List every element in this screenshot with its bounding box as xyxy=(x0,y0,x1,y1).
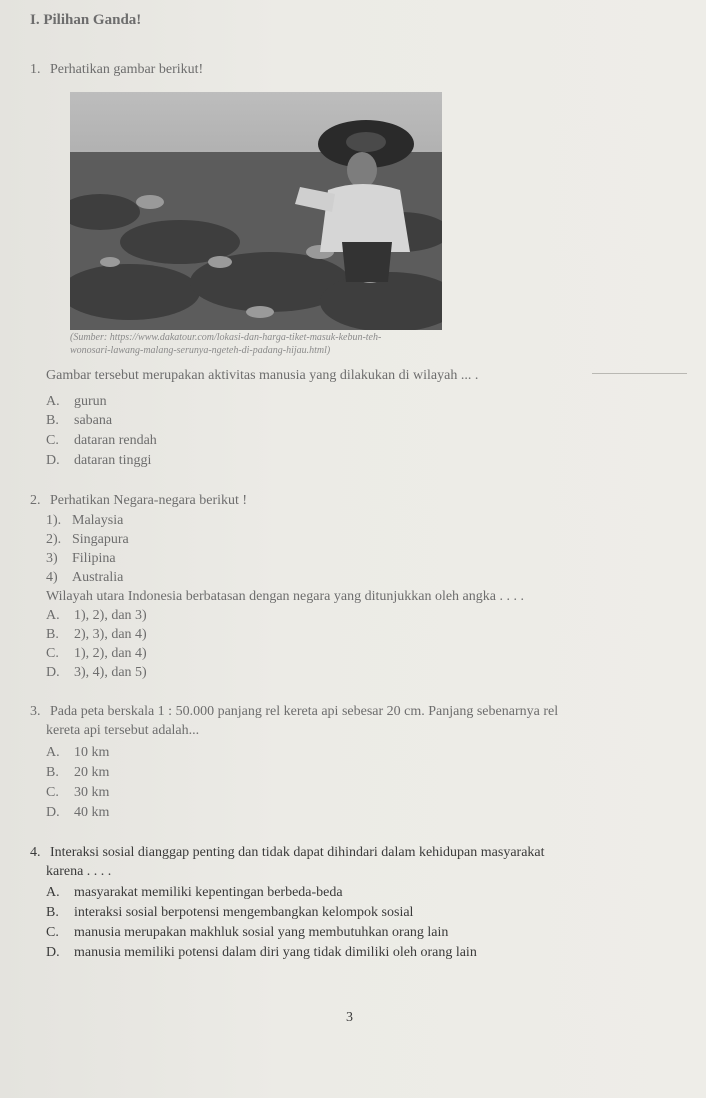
q3-option-c-letter: C. xyxy=(46,785,59,800)
q1-option-a-text: gurun xyxy=(74,394,107,409)
q2-option-a-letter: A. xyxy=(46,608,60,623)
q4-question-line1: Interaksi sosial dianggap penting dan tidak dapat dihindari dalam kehidupan masyarakat xyxy=(50,845,545,860)
photo-caption-line2: wonosari-lawang-malang-serunya-ngeteh-di-padang-hijau.html) xyxy=(70,345,331,356)
q4-option-c-letter: C. xyxy=(46,925,59,940)
q2-country-3-name: Filipina xyxy=(72,551,116,566)
q3-option-a-text: 10 km xyxy=(74,745,110,760)
q2-country-1-name: Malaysia xyxy=(72,513,124,528)
q4-option-c-text: manusia merupakan makhluk sosial yang membutuhkan orang lain xyxy=(74,925,449,940)
q1-option-b-text: sabana xyxy=(74,413,113,428)
q1-question: Gambar tersebut merupakan aktivitas manusia yang dilakukan di wilayah ... . xyxy=(46,368,479,383)
q1-option-d-letter: D. xyxy=(46,453,60,468)
q2-option-d-letter: D. xyxy=(46,665,60,680)
q3-option-d-text: 40 km xyxy=(74,805,110,820)
q4-option-b-text: interaksi sosial berpotensi mengembangkan kelompok sosial xyxy=(74,905,414,920)
q1-option-c-letter: C. xyxy=(46,433,59,448)
q2-country-1-num: 1). xyxy=(46,513,62,528)
q2-country-4-num: 4) xyxy=(46,570,58,585)
q1-option-d-text: dataran tinggi xyxy=(74,453,152,468)
q4-question-line2: karena . . . . xyxy=(46,864,112,879)
q2-question: Wilayah utara Indonesia berbatasan dengan negara yang ditunjukkan oleh angka . . . . xyxy=(46,589,524,604)
photo-illustration xyxy=(70,92,442,330)
tea-plantation-photo xyxy=(70,92,442,330)
q3-option-b-text: 20 km xyxy=(74,765,110,780)
q2-number: 2. xyxy=(30,493,41,508)
q4-option-d-text: manusia memiliki potensi dalam diri yang tidak dimiliki oleh orang lain xyxy=(74,945,477,960)
q3-option-b-letter: B. xyxy=(46,765,59,780)
divider-line xyxy=(592,373,687,374)
q1-option-a-letter: A. xyxy=(46,394,60,409)
section-title: I. Pilihan Ganda! xyxy=(30,12,142,28)
q3-question-line2: kereta api tersebut adalah... xyxy=(46,723,200,738)
q4-option-d-letter: D. xyxy=(46,945,60,960)
q2-prompt: Perhatikan Negara-negara berikut ! xyxy=(50,493,248,508)
q3-option-a-letter: A. xyxy=(46,745,60,760)
q1-option-c-text: dataran rendah xyxy=(74,433,157,448)
q3-question-line1: Pada peta berskala 1 : 50.000 panjang rel kereta api sebesar 20 cm. Panjang sebenarnya rel xyxy=(50,704,559,719)
q1-prompt: Perhatikan gambar berikut! xyxy=(50,62,204,77)
photo-caption-line1: (Sumber: https://www.dakatour.com/lokasi-dan-harga-tiket-masuk-kebun-teh- xyxy=(70,332,382,343)
q3-number: 3. xyxy=(30,704,41,719)
q2-option-c-text: 1), 2), dan 4) xyxy=(74,646,147,661)
q1-option-b-letter: B. xyxy=(46,413,59,428)
q4-option-a-letter: A. xyxy=(46,885,60,900)
q2-option-b-text: 2), 3), dan 4) xyxy=(74,627,147,642)
q3-option-c-text: 30 km xyxy=(74,785,110,800)
q2-country-2-name: Singapura xyxy=(72,532,129,547)
q4-option-a-text: masyarakat memiliki kepentingan berbeda-beda xyxy=(74,885,343,900)
q1-number: 1. xyxy=(30,62,41,77)
q2-country-4-name: Australia xyxy=(72,570,124,585)
q4-number: 4. xyxy=(30,845,41,860)
q2-option-d-text: 3), 4), dan 5) xyxy=(74,665,147,680)
page-number: 3 xyxy=(346,1010,353,1025)
q2-country-2-num: 2). xyxy=(46,532,62,547)
q3-option-d-letter: D. xyxy=(46,805,60,820)
q4-option-b-letter: B. xyxy=(46,905,59,920)
q2-option-b-letter: B. xyxy=(46,627,59,642)
q2-country-3-num: 3) xyxy=(46,551,58,566)
q2-option-a-text: 1), 2), dan 3) xyxy=(74,608,147,623)
q2-option-c-letter: C. xyxy=(46,646,59,661)
